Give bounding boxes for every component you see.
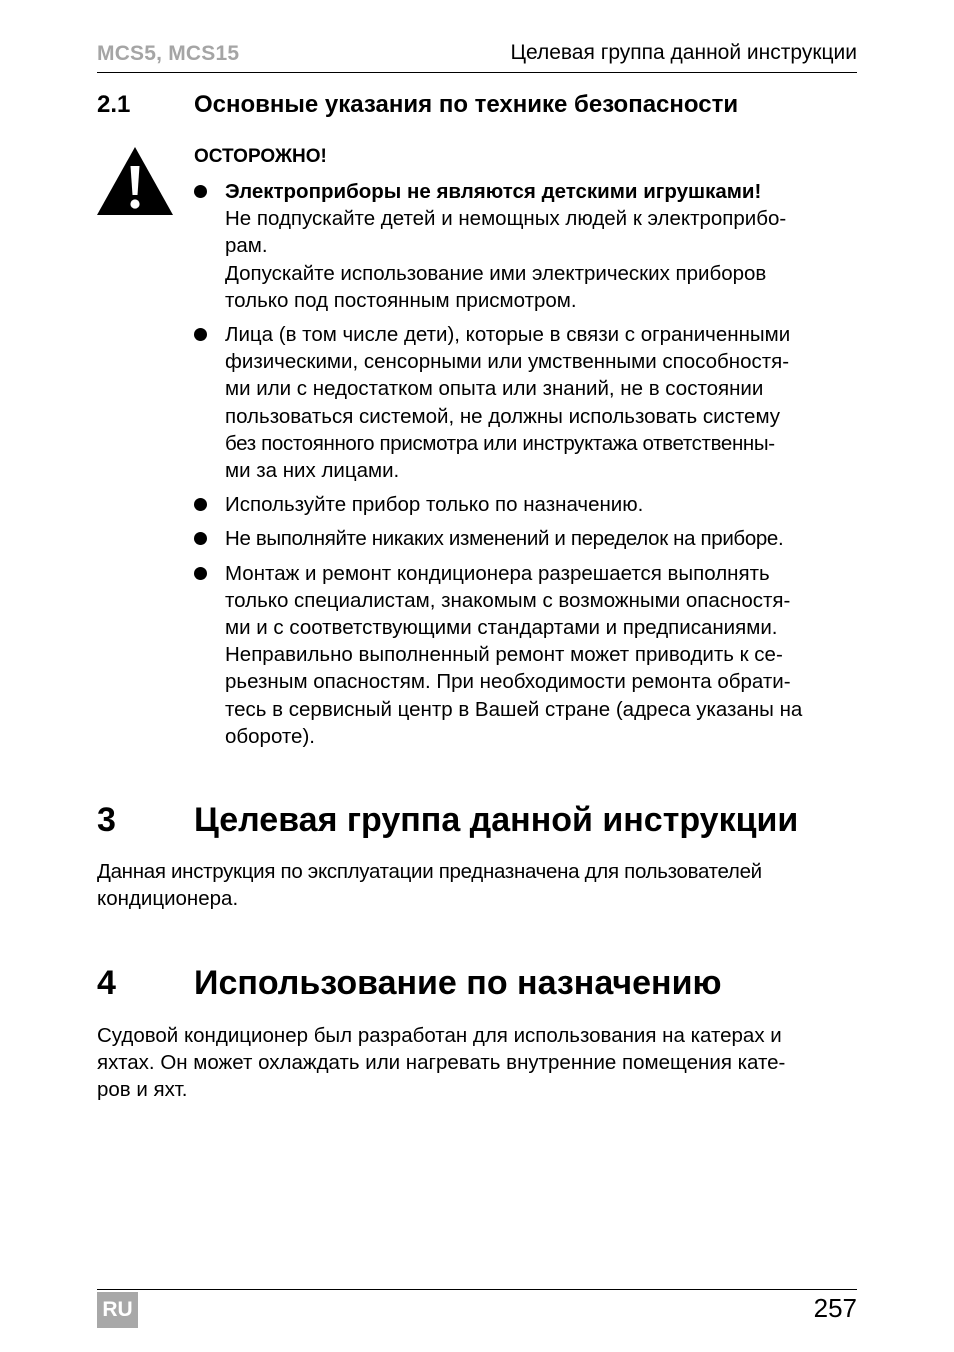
warning-triangle-icon xyxy=(95,145,175,217)
bullet-line: ми за них лицами. xyxy=(225,459,400,483)
header-model: MCS5, MCS15 xyxy=(97,42,240,65)
bullet-dot xyxy=(194,185,207,198)
paragraph-line: кондиционера. xyxy=(97,887,239,911)
bullet-line: Монтаж и ремонт кондиционера разрешается выполнять xyxy=(225,561,770,585)
bullet-line: Не подпускайте детей и немощных людей к электроприбо- xyxy=(225,207,787,231)
section-4-title: Использование по назначению xyxy=(194,964,722,1002)
bullet-dot xyxy=(194,532,207,545)
paragraph-line: Судовой кондиционер был разработан для использования на катерах и xyxy=(97,1024,782,1047)
bullet-bold-text: Электроприборы не являются детскими игрушками! xyxy=(225,180,762,203)
list-item xyxy=(194,321,862,484)
bullet-line: рьезным опасностям. При необходимости ремонта обрати- xyxy=(225,670,791,694)
list-item xyxy=(194,178,862,314)
section-3-paragraph xyxy=(97,858,859,912)
bullet-line: только специалистам, знакомым с возможными опасностя- xyxy=(225,588,791,612)
safety-bullet-list xyxy=(194,178,862,757)
bullet-line: Допускайте использование ими электрических приборов xyxy=(225,261,767,285)
list-item xyxy=(194,560,862,750)
section-4-heading xyxy=(97,964,857,1008)
section-3-number: 3 xyxy=(97,801,116,839)
bullet-line: рам. xyxy=(225,234,268,258)
bullet-line: ми и с соответствующими стандартами и предписаниями. xyxy=(225,616,778,640)
list-item xyxy=(194,525,862,552)
bullet-dot xyxy=(194,567,207,580)
bullet-line: физическими, сенсорными или умственными способностя- xyxy=(225,350,790,374)
bullet-line: без постоянного присмотра или инструктажа ответственны- xyxy=(225,431,775,455)
bullet-dot xyxy=(194,328,207,341)
page-number: 257 xyxy=(813,1293,857,1323)
bullet-line: Лица (в том числе дети), которые в связи с ограниченными xyxy=(225,323,791,347)
warning-label: ОСТОРОЖНО! xyxy=(194,146,327,167)
footer-rule xyxy=(97,1289,857,1290)
bullet-dot xyxy=(194,498,207,511)
header-section-title: Целевая группа данной инструкции xyxy=(510,41,857,64)
section-3-title: Целевая группа данной инструкции xyxy=(194,801,799,839)
section-4-number: 4 xyxy=(97,964,116,1002)
bullet-line: обороте). xyxy=(225,724,315,748)
paragraph-line: ров и яхт. xyxy=(97,1078,188,1102)
bullet-line: Неправильно выполненный ремонт может приводить к се- xyxy=(225,643,783,667)
bullet-line: Используйте прибор только по назначению. xyxy=(225,493,644,517)
bullet-line: только под постоянным присмотром. xyxy=(225,288,577,312)
section-3-heading xyxy=(97,801,857,845)
bullet-line: ми или с недостатком опыта или знаний, не в состоянии xyxy=(225,377,764,401)
bullet-line: Не выполняйте никаких изменений и переделок на приборе. xyxy=(225,527,784,551)
section-4-paragraph xyxy=(97,1022,859,1104)
language-badge: RU xyxy=(97,1292,138,1328)
paragraph-line: Данная инструкция по эксплуатации предназначена для пользователей xyxy=(97,860,762,883)
section-2-1-number: 2.1 xyxy=(97,91,131,118)
header-rule xyxy=(97,72,857,73)
paragraph-line: яхтах. Он может охлаждать или нагревать внутренние помещения кате- xyxy=(97,1051,786,1075)
section-2-1-title: Основные указания по технике безопасности xyxy=(194,91,739,118)
bullet-line: пользоваться системой, не должны использовать систему xyxy=(225,404,781,428)
list-item xyxy=(194,491,862,518)
bullet-line: тесь в сервисный центр в Вашей стране (адреса указаны на xyxy=(225,697,803,721)
